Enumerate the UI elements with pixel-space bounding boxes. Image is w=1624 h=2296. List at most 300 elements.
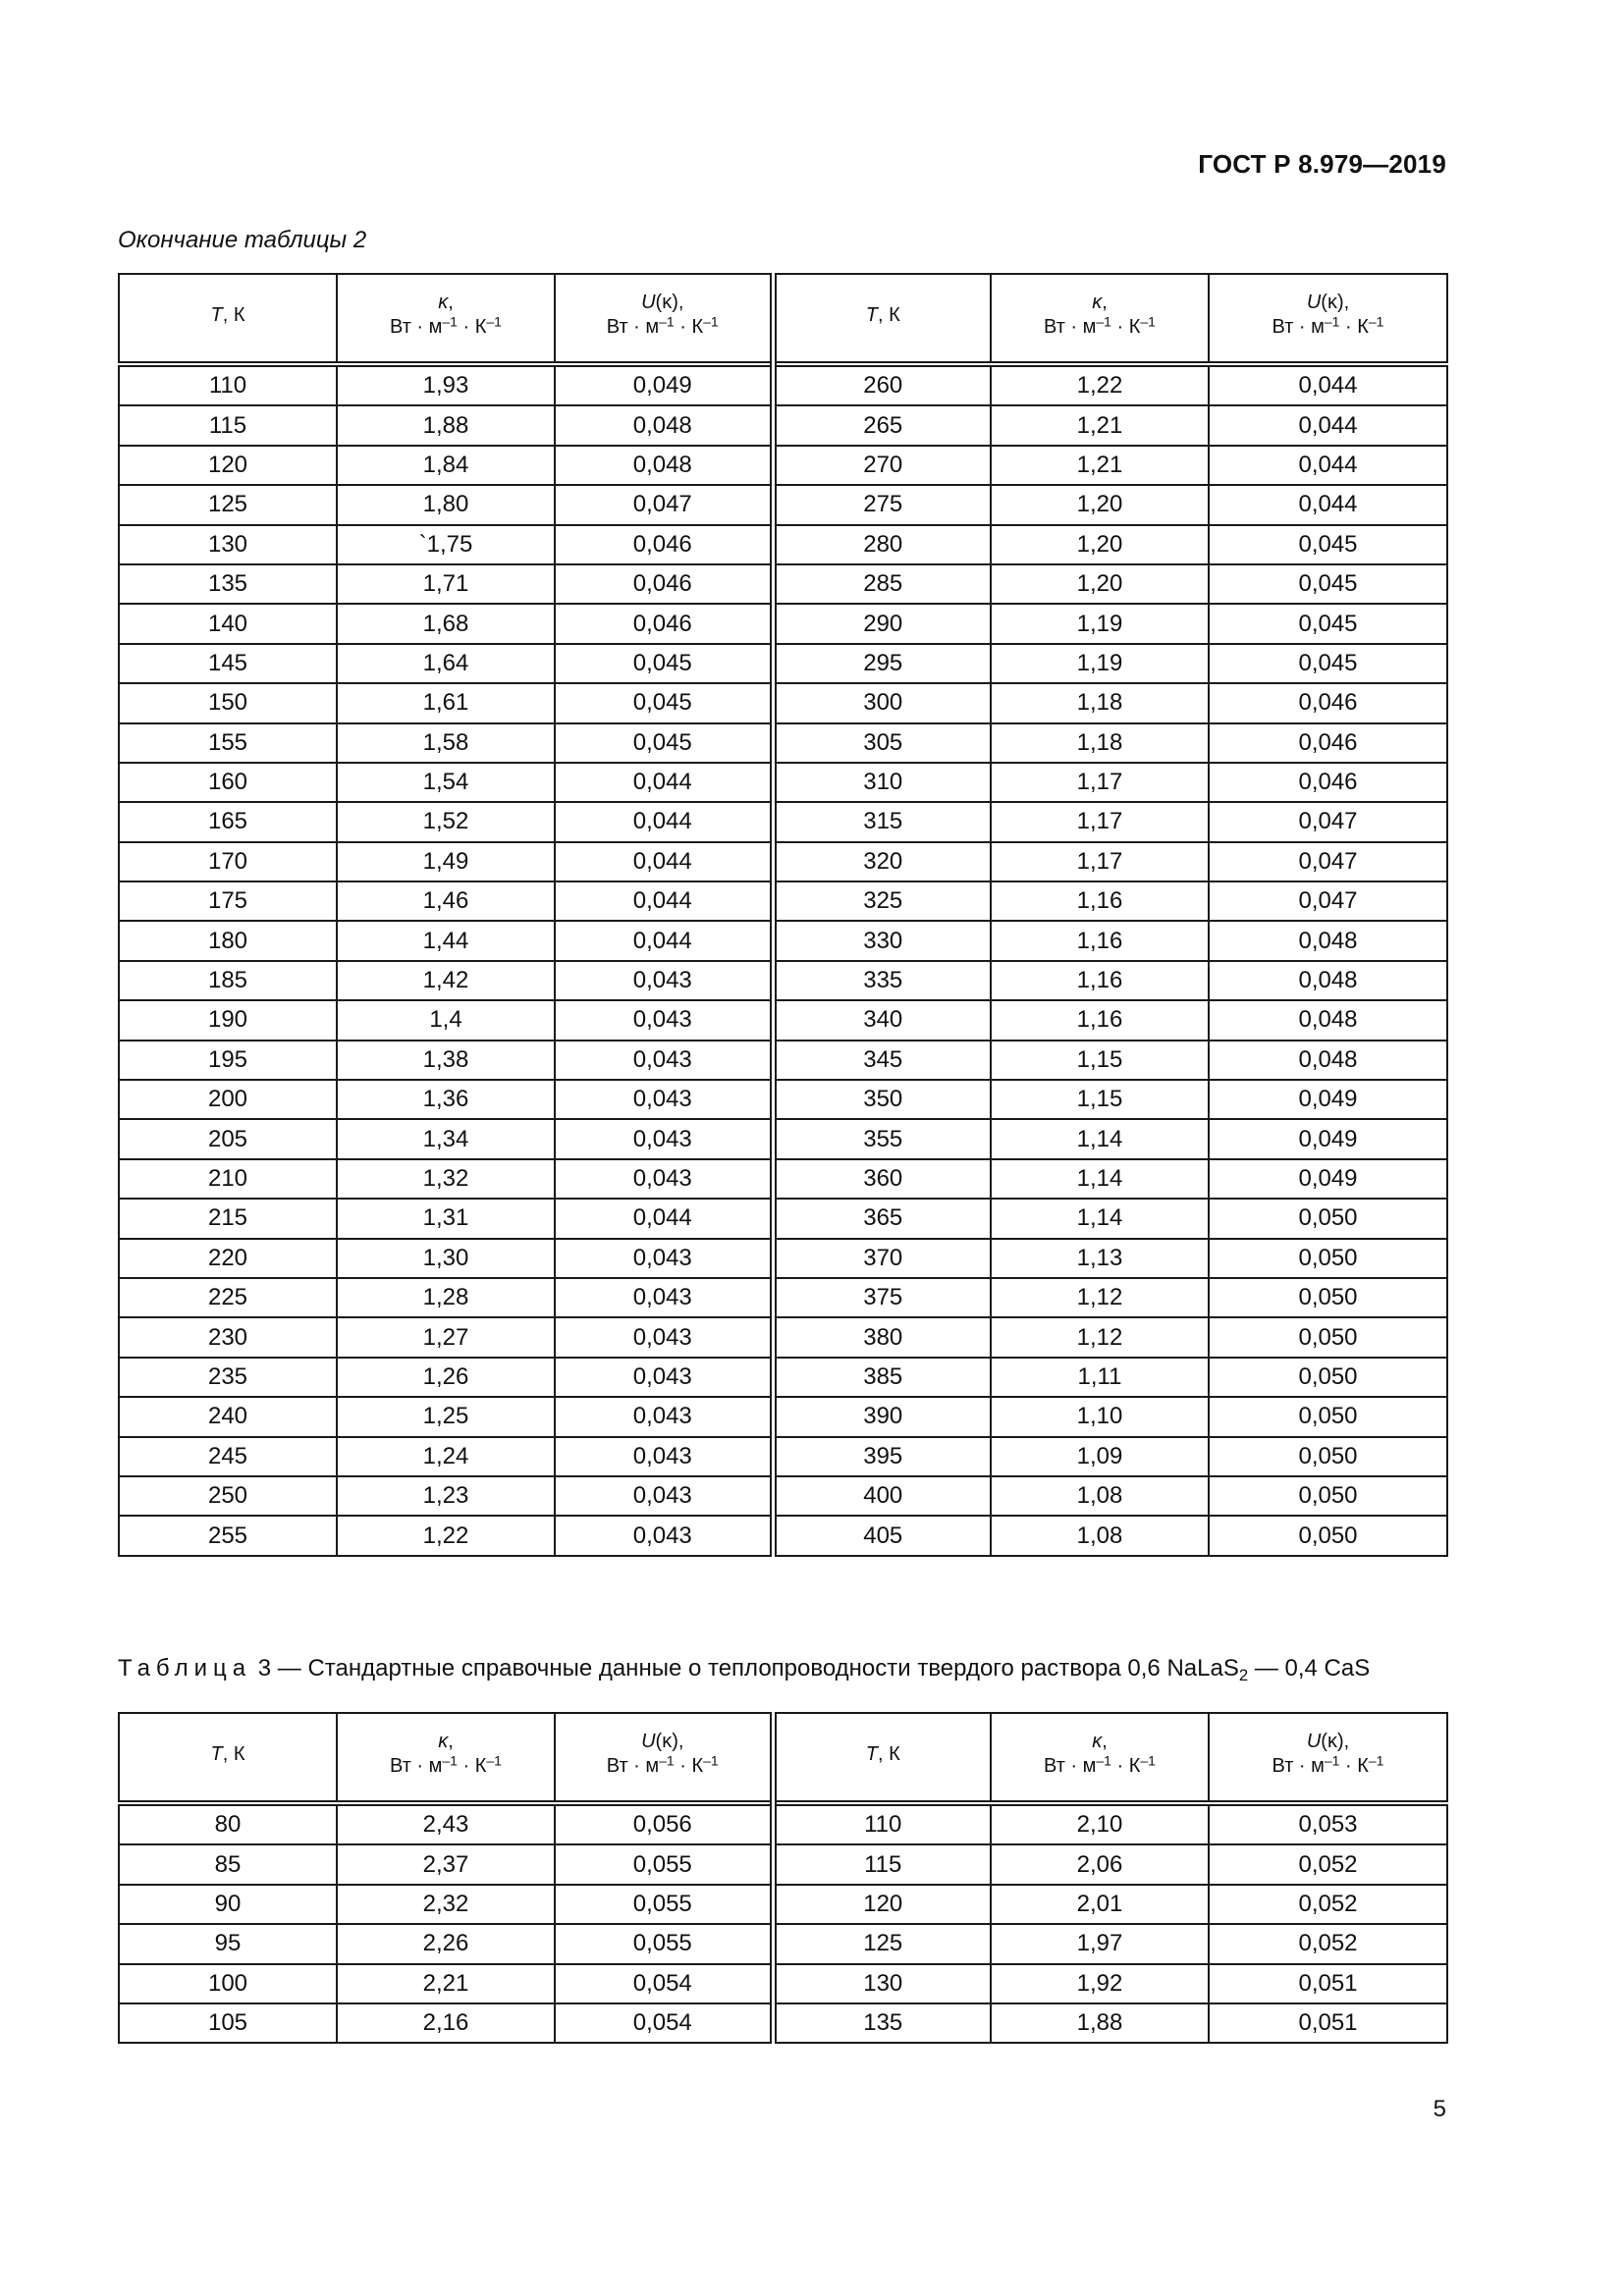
cell-conductivity: 1,15 [991, 1041, 1209, 1080]
col-header-conductivity [337, 274, 555, 364]
cell-temperature: 125 [119, 485, 337, 524]
cell-temperature: 235 [119, 1358, 337, 1397]
thermal-conductivity-table-3 [118, 1712, 1448, 2044]
cell-uncertainty: 0,043 [555, 1159, 773, 1199]
cell-temperature: 315 [773, 802, 991, 841]
cell-uncertainty: 0,048 [555, 405, 773, 445]
unit-text: Вт · м [1044, 316, 1097, 338]
col-header-temperature [119, 1713, 337, 1803]
cell-uncertainty: 0,047 [1209, 881, 1447, 921]
table-continuation-label: Окончание таблицы 2 [118, 227, 367, 253]
cell-temperature: 160 [119, 763, 337, 802]
cell-uncertainty: 0,049 [1209, 1159, 1447, 1199]
cell-conductivity: 1,14 [991, 1159, 1209, 1199]
cell-conductivity: 2,10 [991, 1803, 1209, 1844]
cell-uncertainty: 0,044 [555, 842, 773, 881]
cell-temperature: 340 [773, 1000, 991, 1040]
cell-temperature: 355 [773, 1119, 991, 1158]
cell-temperature: 130 [119, 525, 337, 564]
unit-text: Вт · м [606, 1755, 660, 1777]
unit-text: · К [1339, 316, 1369, 338]
cell-conductivity: 1,16 [991, 921, 1209, 960]
cell-uncertainty: 0,043 [555, 1041, 773, 1080]
unit-text: · К [674, 1755, 704, 1777]
cell-temperature: 375 [773, 1278, 991, 1317]
cell-uncertainty: 0,043 [555, 1437, 773, 1476]
cell-conductivity: 1,19 [991, 604, 1209, 643]
comma: , [1102, 292, 1108, 313]
cell-uncertainty: 0,045 [1209, 644, 1447, 683]
cell-uncertainty: 0,050 [1209, 1278, 1447, 1317]
cell-conductivity: 1,18 [991, 723, 1209, 763]
symbol-u: U [641, 292, 656, 313]
cell-temperature: 360 [773, 1159, 991, 1199]
cell-temperature: 230 [119, 1317, 337, 1357]
cell-conductivity: 1,10 [991, 1397, 1209, 1436]
cell-temperature: 255 [119, 1516, 337, 1555]
cell-temperature: 175 [119, 881, 337, 921]
cell-conductivity: 1,28 [337, 1278, 555, 1317]
table-row [119, 405, 1447, 445]
unit-exponent: –1 [1324, 1752, 1340, 1769]
symbol-t: T [210, 1742, 223, 1765]
cell-uncertainty: 0,043 [555, 1239, 773, 1278]
unit-text: · К [1110, 1755, 1141, 1777]
cell-temperature: 245 [119, 1437, 337, 1476]
cell-uncertainty: 0,044 [555, 1199, 773, 1238]
cell-uncertainty: 0,055 [555, 1885, 773, 1924]
cell-uncertainty: 0,050 [1209, 1516, 1447, 1555]
cell-uncertainty: 0,044 [1209, 485, 1447, 524]
unit-kelvin: , К [222, 303, 245, 326]
cell-uncertainty: 0,045 [555, 683, 773, 722]
cell-uncertainty: 0,045 [1209, 604, 1447, 643]
cell-conductivity: 1,54 [337, 763, 555, 802]
cell-temperature: 105 [119, 2003, 337, 2043]
table-row [119, 1000, 1447, 1040]
cell-temperature: 185 [119, 961, 337, 1000]
cell-uncertainty: 0,052 [1209, 1844, 1447, 1884]
cell-uncertainty: 0,055 [555, 1924, 773, 1963]
cell-uncertainty: 0,051 [1209, 2003, 1447, 2043]
cell-conductivity: 1,17 [991, 842, 1209, 881]
cell-conductivity: 1,13 [991, 1239, 1209, 1278]
symbol-u: U [1306, 1731, 1322, 1752]
cell-conductivity: 1,20 [991, 485, 1209, 524]
uncertainty-arg: (κ), [655, 1731, 684, 1752]
cell-temperature: 265 [773, 405, 991, 445]
cell-conductivity: 2,26 [337, 1924, 555, 1963]
cell-temperature: 310 [773, 763, 991, 802]
cell-temperature: 130 [773, 1964, 991, 2003]
table-row [119, 1437, 1447, 1476]
table-row [119, 683, 1447, 722]
cell-temperature: 275 [773, 485, 991, 524]
unit-text: Вт · м [390, 316, 443, 338]
table-row [119, 1080, 1447, 1119]
comma: , [448, 292, 454, 313]
table-row [119, 1239, 1447, 1278]
cell-conductivity: 1,16 [991, 1000, 1209, 1040]
table-3-caption-number: 3 [257, 1655, 272, 1682]
cell-conductivity: 1,25 [337, 1397, 555, 1436]
symbol-t: T [210, 303, 223, 326]
cell-conductivity: 1,12 [991, 1317, 1209, 1357]
cell-conductivity: 2,32 [337, 1885, 555, 1924]
cell-conductivity: 1,42 [337, 961, 555, 1000]
cell-temperature: 320 [773, 842, 991, 881]
table-row [119, 961, 1447, 1000]
cell-uncertainty: 0,049 [1209, 1119, 1447, 1158]
cell-conductivity: 1,32 [337, 1159, 555, 1199]
table-row [119, 1844, 1447, 1884]
uncertainty-arg: (κ), [1321, 1731, 1350, 1752]
unit-text: Вт · м [390, 1755, 443, 1777]
table-row [119, 1317, 1447, 1357]
cell-conductivity: 1,80 [337, 485, 555, 524]
table-row [119, 881, 1447, 921]
col-header-temperature [773, 1713, 991, 1803]
cell-uncertainty: 0,044 [555, 763, 773, 802]
symbol-kappa: κ [1092, 292, 1103, 313]
unit-text: · К [457, 316, 487, 338]
cell-temperature: 100 [119, 1964, 337, 2003]
cell-temperature: 90 [119, 1885, 337, 1924]
cell-temperature: 300 [773, 683, 991, 722]
cell-temperature: 120 [119, 446, 337, 485]
unit-exponent: –1 [1368, 313, 1384, 330]
unit-exponent: –1 [659, 313, 675, 330]
cell-uncertainty: 0,047 [1209, 802, 1447, 841]
cell-temperature: 250 [119, 1476, 337, 1516]
unit-exponent: –1 [442, 1752, 458, 1769]
cell-temperature: 350 [773, 1080, 991, 1119]
cell-uncertainty: 0,056 [555, 1803, 773, 1844]
cell-conductivity: 1,46 [337, 881, 555, 921]
cell-temperature: 305 [773, 723, 991, 763]
table-row [119, 802, 1447, 841]
cell-temperature: 170 [119, 842, 337, 881]
cell-conductivity: 1,16 [991, 881, 1209, 921]
cell-uncertainty: 0,050 [1209, 1317, 1447, 1357]
cell-uncertainty: 0,050 [1209, 1239, 1447, 1278]
cell-conductivity: 1,15 [991, 1080, 1209, 1119]
uncertainty-arg: (κ), [1321, 292, 1350, 313]
unit-exponent: –1 [1368, 1752, 1384, 1769]
col-header-temperature [773, 274, 991, 364]
cell-uncertainty: 0,045 [1209, 525, 1447, 564]
table-row [119, 763, 1447, 802]
comma: , [448, 1731, 454, 1752]
unit-kelvin: , К [877, 1742, 900, 1765]
symbol-kappa: κ [438, 292, 449, 313]
cell-uncertainty: 0,045 [555, 723, 773, 763]
col-header-uncertainty [555, 274, 773, 364]
cell-uncertainty: 0,048 [1209, 1041, 1447, 1080]
table-row [119, 1041, 1447, 1080]
cell-uncertainty: 0,043 [555, 1080, 773, 1119]
cell-temperature: 135 [119, 564, 337, 604]
unit-text: · К [457, 1755, 487, 1777]
cell-temperature: 405 [773, 1516, 991, 1555]
cell-temperature: 325 [773, 881, 991, 921]
table-row [119, 564, 1447, 604]
col-header-uncertainty [1209, 1713, 1447, 1803]
cell-uncertainty: 0,043 [555, 1358, 773, 1397]
cell-temperature: 330 [773, 921, 991, 960]
table-row [119, 1199, 1447, 1238]
cell-uncertainty: 0,048 [555, 446, 773, 485]
cell-uncertainty: 0,054 [555, 2003, 773, 2043]
cell-temperature: 225 [119, 1278, 337, 1317]
cell-temperature: 120 [773, 1885, 991, 1924]
cell-conductivity: 1,24 [337, 1437, 555, 1476]
cell-conductivity: 1,23 [337, 1476, 555, 1516]
cell-temperature: 365 [773, 1199, 991, 1238]
table-3-caption-word: Таблица [118, 1655, 252, 1682]
cell-uncertainty: 0,046 [1209, 763, 1447, 802]
cell-uncertainty: 0,044 [555, 921, 773, 960]
page-number: 5 [1433, 2096, 1446, 2122]
cell-temperature: 135 [773, 2003, 991, 2043]
standard-code: ГОСТ Р 8.979—2019 [1198, 149, 1446, 179]
cell-temperature: 115 [773, 1844, 991, 1884]
col-header-conductivity [991, 274, 1209, 364]
unit-kelvin: , К [222, 1742, 245, 1765]
cell-temperature: 195 [119, 1041, 337, 1080]
table-row [119, 525, 1447, 564]
table-row [119, 1803, 1447, 1844]
cell-uncertainty: 0,049 [1209, 1080, 1447, 1119]
cell-conductivity: 1,88 [991, 2003, 1209, 2043]
cell-uncertainty: 0,043 [555, 1000, 773, 1040]
table-row [119, 723, 1447, 763]
cell-uncertainty: 0,044 [555, 881, 773, 921]
cell-conductivity: 1,21 [991, 405, 1209, 445]
col-header-uncertainty [1209, 274, 1447, 364]
symbol-u: U [641, 1731, 656, 1752]
cell-conductivity: 1,18 [991, 683, 1209, 722]
cell-temperature: 215 [119, 1199, 337, 1238]
unit-kelvin: , К [877, 303, 900, 326]
cell-temperature: 110 [773, 1803, 991, 1844]
cell-temperature: 240 [119, 1397, 337, 1436]
unit-text: · К [674, 316, 704, 338]
cell-uncertainty: 0,049 [555, 364, 773, 405]
cell-uncertainty: 0,048 [1209, 1000, 1447, 1040]
table-row [119, 644, 1447, 683]
table-row [119, 1159, 1447, 1199]
cell-conductivity: 1,11 [991, 1358, 1209, 1397]
table-row [119, 1278, 1447, 1317]
unit-exponent: –1 [1140, 1752, 1156, 1769]
thermal-conductivity-table-2 [118, 273, 1448, 1557]
cell-uncertainty: 0,044 [1209, 364, 1447, 405]
cell-uncertainty: 0,050 [1209, 1199, 1447, 1238]
cell-conductivity: 1,30 [337, 1239, 555, 1278]
comma: , [1102, 1731, 1108, 1752]
cell-uncertainty: 0,052 [1209, 1924, 1447, 1963]
cell-temperature: 150 [119, 683, 337, 722]
cell-uncertainty: 0,043 [555, 1278, 773, 1317]
table-3-caption-subscript: 2 [1238, 1666, 1249, 1685]
unit-exponent: –1 [659, 1752, 675, 1769]
unit-text: Вт · м [1272, 1755, 1325, 1777]
cell-conductivity: 1,61 [337, 683, 555, 722]
cell-temperature: 205 [119, 1119, 337, 1158]
table-row [119, 485, 1447, 524]
table-row [119, 446, 1447, 485]
unit-exponent: –1 [1324, 313, 1340, 330]
unit-text: · К [1339, 1755, 1369, 1777]
symbol-t: T [865, 303, 878, 326]
table-row [119, 1964, 1447, 2003]
cell-temperature: 220 [119, 1239, 337, 1278]
table-row [119, 1476, 1447, 1516]
cell-uncertainty: 0,054 [555, 1964, 773, 2003]
cell-temperature: 145 [119, 644, 337, 683]
cell-uncertainty: 0,043 [555, 961, 773, 1000]
cell-uncertainty: 0,048 [1209, 961, 1447, 1000]
table-row [119, 2003, 1447, 2043]
cell-uncertainty: 0,051 [1209, 1964, 1447, 2003]
cell-conductivity: 1,26 [337, 1358, 555, 1397]
cell-temperature: 165 [119, 802, 337, 841]
cell-uncertainty: 0,050 [1209, 1437, 1447, 1476]
cell-conductivity: 1,97 [991, 1924, 1209, 1963]
cell-conductivity: 1,52 [337, 802, 555, 841]
cell-conductivity: 1,71 [337, 564, 555, 604]
table-row [119, 1397, 1447, 1436]
unit-exponent: –1 [703, 1752, 719, 1769]
cell-uncertainty: 0,044 [555, 802, 773, 841]
table-row [119, 921, 1447, 960]
cell-uncertainty: 0,050 [1209, 1476, 1447, 1516]
cell-conductivity: 1,14 [991, 1199, 1209, 1238]
unit-exponent: –1 [486, 313, 502, 330]
cell-conductivity: 1,08 [991, 1516, 1209, 1555]
cell-conductivity: 1,20 [991, 564, 1209, 604]
cell-uncertainty: 0,046 [555, 564, 773, 604]
cell-conductivity: 1,16 [991, 961, 1209, 1000]
cell-uncertainty: 0,047 [1209, 842, 1447, 881]
cell-conductivity: 1,31 [337, 1199, 555, 1238]
cell-conductivity: 1,58 [337, 723, 555, 763]
cell-uncertainty: 0,053 [1209, 1803, 1447, 1844]
table-row [119, 604, 1447, 643]
cell-conductivity: 2,43 [337, 1803, 555, 1844]
uncertainty-arg: (κ), [655, 292, 684, 313]
cell-uncertainty: 0,055 [555, 1844, 773, 1884]
cell-conductivity: 1,84 [337, 446, 555, 485]
col-header-temperature [119, 274, 337, 364]
cell-temperature: 280 [773, 525, 991, 564]
cell-temperature: 190 [119, 1000, 337, 1040]
cell-uncertainty: 0,046 [555, 525, 773, 564]
cell-uncertainty: 0,045 [1209, 564, 1447, 604]
cell-temperature: 110 [119, 364, 337, 405]
unit-exponent: –1 [442, 313, 458, 330]
cell-temperature: 385 [773, 1358, 991, 1397]
cell-conductivity: 1,17 [991, 763, 1209, 802]
cell-uncertainty: 0,044 [1209, 405, 1447, 445]
cell-uncertainty: 0,046 [555, 604, 773, 643]
cell-uncertainty: 0,043 [555, 1516, 773, 1555]
cell-conductivity: 1,17 [991, 802, 1209, 841]
unit-exponent: –1 [703, 313, 719, 330]
table-row [119, 1119, 1447, 1158]
col-header-conductivity [337, 1713, 555, 1803]
cell-uncertainty: 0,043 [555, 1476, 773, 1516]
col-header-conductivity [991, 1713, 1209, 1803]
cell-temperature: 380 [773, 1317, 991, 1357]
cell-temperature: 140 [119, 604, 337, 643]
cell-uncertainty: 0,043 [555, 1119, 773, 1158]
symbol-kappa: κ [1092, 1731, 1103, 1752]
table-row [119, 1516, 1447, 1555]
cell-conductivity: 1,4 [337, 1000, 555, 1040]
cell-conductivity: 1,19 [991, 644, 1209, 683]
cell-conductivity: 1,22 [337, 1516, 555, 1555]
cell-conductivity: 1,88 [337, 405, 555, 445]
cell-conductivity: 1,21 [991, 446, 1209, 485]
cell-conductivity: 1,68 [337, 604, 555, 643]
cell-temperature: 200 [119, 1080, 337, 1119]
cell-conductivity: 1,38 [337, 1041, 555, 1080]
cell-uncertainty: 0,043 [555, 1397, 773, 1436]
cell-conductivity: 1,22 [991, 364, 1209, 405]
cell-conductivity: 1,44 [337, 921, 555, 960]
cell-temperature: 370 [773, 1239, 991, 1278]
unit-exponent: –1 [1140, 313, 1156, 330]
table-row [119, 842, 1447, 881]
cell-conductivity: 1,49 [337, 842, 555, 881]
cell-conductivity: 1,64 [337, 644, 555, 683]
cell-uncertainty: 0,052 [1209, 1885, 1447, 1924]
cell-uncertainty: 0,046 [1209, 723, 1447, 763]
cell-conductivity: 1,09 [991, 1437, 1209, 1476]
cell-uncertainty: 0,045 [555, 644, 773, 683]
table-3-caption-tail: — 0,4 CaS [1248, 1655, 1371, 1682]
cell-temperature: 80 [119, 1803, 337, 1844]
cell-temperature: 180 [119, 921, 337, 960]
cell-conductivity: 2,37 [337, 1844, 555, 1884]
symbol-t: T [865, 1742, 878, 1765]
cell-conductivity: 1,20 [991, 525, 1209, 564]
cell-conductivity: 2,16 [337, 2003, 555, 2043]
unit-text: Вт · м [1272, 316, 1325, 338]
cell-conductivity: `1,75 [337, 525, 555, 564]
unit-exponent: –1 [486, 1752, 502, 1769]
cell-temperature: 290 [773, 604, 991, 643]
cell-conductivity: 1,12 [991, 1278, 1209, 1317]
cell-conductivity: 1,34 [337, 1119, 555, 1158]
cell-temperature: 400 [773, 1476, 991, 1516]
cell-temperature: 390 [773, 1397, 991, 1436]
cell-uncertainty: 0,050 [1209, 1397, 1447, 1436]
cell-temperature: 295 [773, 644, 991, 683]
table-3-caption [118, 1655, 1371, 1685]
cell-conductivity: 1,27 [337, 1317, 555, 1357]
col-header-uncertainty [555, 1713, 773, 1803]
cell-temperature: 155 [119, 723, 337, 763]
cell-conductivity: 1,08 [991, 1476, 1209, 1516]
symbol-u: U [1306, 292, 1322, 313]
unit-exponent: –1 [1096, 1752, 1111, 1769]
cell-temperature: 125 [773, 1924, 991, 1963]
table-row [119, 1358, 1447, 1397]
cell-temperature: 335 [773, 961, 991, 1000]
